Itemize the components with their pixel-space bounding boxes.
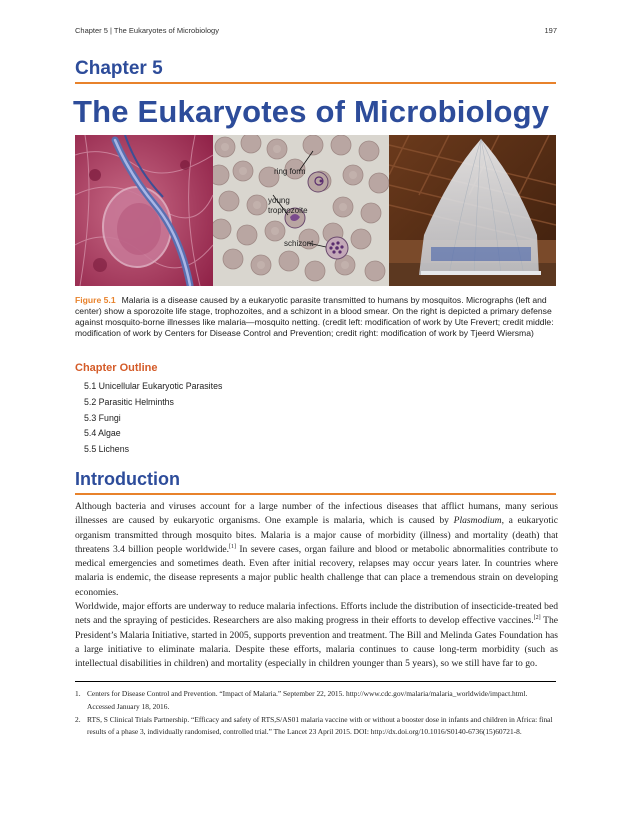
footnote-number: 2.	[75, 714, 81, 724]
outline-item[interactable]: 5.5 Lichens	[84, 444, 129, 455]
figure-caption-text: Malaria is a disease caused by a eukaryotic parasite transmitted to humans by mosquitos. Micrographs (left and center) show a sporozoite life stage, trophozoites, and a schizont in a blood smear. On the right is depicted a primary defense against mosquito-borne illnesses like malaria—mosquito netting. (credit left: modification of work by Ute Frevert; credit middle: modification of work by Centers for Disease Control and Prevention; credit right: modification of work by Tjeerd Wiersma)	[75, 295, 554, 338]
introduction-divider	[75, 493, 556, 495]
footnote-divider	[75, 681, 556, 682]
chapter-label: Chapter 5	[75, 58, 163, 79]
chapter-title: The Eukaryotes of Microbiology	[73, 94, 550, 129]
footnote-number: 1.	[75, 689, 81, 698]
page-number: 197	[544, 26, 557, 35]
running-head-title: Chapter 5 | The Eukaryotes of Microbiology	[75, 26, 219, 35]
outline-item[interactable]: 5.4 Algae	[84, 428, 121, 439]
footnotes-list	[75, 688, 556, 739]
intro-paragraph-1	[75, 500, 558, 600]
footnote-text: RTS, S Clinical Trials Partnership. “Efficacy and safety of RTS,S/AS01 malaria vaccine with or without a booster dose in infants and children in Africa: final results of a phase 3, individually randomised, controlled trial.” The Lancet 23 April 2015. DOI: http://dx.doi.org/10.1016/S0140-6736(15)60721-8.	[87, 714, 553, 737]
intro-paragraph-2	[75, 600, 558, 671]
figure-caption	[75, 295, 556, 339]
outline-item[interactable]: 5.1 Unicellular Eukaryotic Parasites	[84, 381, 223, 391]
label-young-trophozoite-2: trophozoite	[268, 206, 308, 215]
p1-italic-term: Plasmodium	[453, 515, 502, 527]
p2-text-b: The President’s Malaria Initiative, started in 2005, supports prevention and treatment. The Bill and Melinda Gates Foundation has a large initiative to eliminate malaria. Despite these efforts, malaria continues to cause long-term morbidity (such as intellectual disabilities in children) and mortality (especially in children younger than 5 years), so we still have far to go.	[75, 615, 558, 670]
outline-item[interactable]: 5.2 Parasitic Helminths	[84, 396, 174, 407]
p1-text-c: In severe cases, organ failure and blood or metabolic abnormalities contribute to medical emergencies and sometimes death. Even after initial recovery, relapses may occur years later. In countries where malaria is endemic, the disease represents a major public health challenge that can place a tremendous strain on developing economies.	[75, 543, 558, 598]
footnote-item	[75, 688, 556, 714]
mosquito-net-photo	[389, 135, 556, 286]
footnote-item	[75, 714, 556, 740]
blood-smear-micrograph	[213, 135, 389, 286]
chapter-divider	[75, 82, 556, 84]
figure-number: Figure 5.1	[75, 295, 116, 305]
running-head	[75, 26, 557, 35]
chapter-outline-title: Chapter Outline	[75, 362, 158, 374]
p2-text-a: Worldwide, major efforts are underway to reduce malaria infections. Efforts include the distribution of insecticide-treated bed nets and the spraying of pesticides. Researchers are also making progress in their efforts to develop effective vaccines.	[75, 601, 558, 627]
p1-text-a: Although bacteria and viruses account for a large number of the infectious diseases that afflict humans, many serious illnesses are caused by eukaryotic organisms. One example is malaria, which is caused by	[75, 501, 558, 527]
label-schizont: schizont	[284, 239, 314, 248]
p1-text-b: , a eukaryotic organism transmitted through mosquito bites. Malaria is a major cause of morbidity (illness) and mortality (death) that threatens 3.4 billion people worldwide.	[75, 515, 558, 555]
footnote-ref-1[interactable]: [1]	[229, 543, 237, 550]
footnote-text: Centers for Disease Control and Prevention. “Impact of Malaria.” September 22, 2015. http://www.cdc.gov/malaria/malaria_worldwide/impact.html. Accessed January 18, 2016.	[87, 689, 528, 711]
outline-item[interactable]: 5.3 Fungi	[84, 412, 121, 423]
label-young-trophozoite-1: young	[268, 196, 290, 205]
introduction-heading: Introduction	[75, 469, 180, 489]
label-ring-form: ring form	[274, 167, 306, 176]
figure-image-row	[75, 135, 556, 286]
footnote-ref-2[interactable]: [2]	[533, 615, 541, 622]
chapter-outline-list	[84, 379, 222, 458]
sporozoite-micrograph	[75, 135, 213, 286]
